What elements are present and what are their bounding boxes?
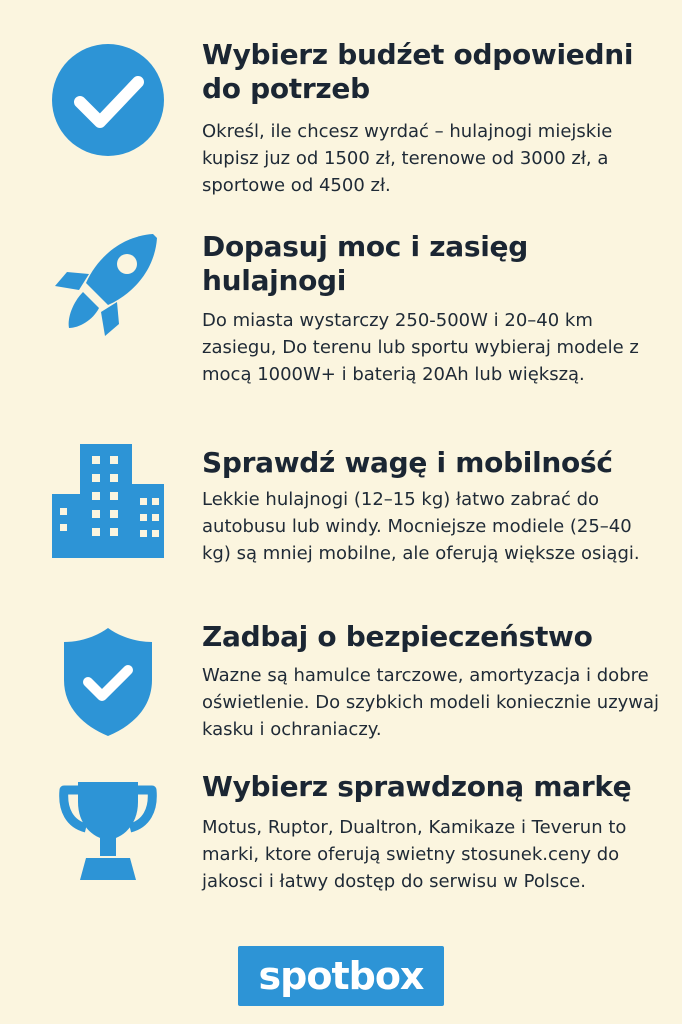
tip-description: Wazne są hamulce tarczowe, amortyzacja i dobre oświetlenie. Do szybkich modeli koniecznie uzywaj kasku i ochraniaczy. [202, 665, 660, 740]
shield-check-icon [50, 626, 166, 738]
spotbox-logo [238, 946, 444, 1006]
tip-description: Motus, Ruptor, Dualtron, Kamikaze i Teverun to marki, ktore oferują swietny stosunek.ceny do jakosci i łatwy dostęp do serwisu w Polsce. [202, 817, 627, 892]
tip-title: Zadbaj o bezpieczeństwo [202, 620, 593, 653]
tip-title: Dopasuj moc i zasięg hulajnogi [202, 230, 528, 297]
tip-description: Lekkie hulajnogi (12–15 kg) łatwo zabrać do autobusu lub windy. Mocniejsze modiele (25–40 kg) są mniej mobilne, ale oferują większe osiągi. [202, 489, 640, 564]
logo-text: spotbox [258, 954, 424, 998]
buildings-icon [50, 444, 166, 558]
tip-title: Wybierz sprawdzoną markę [202, 770, 632, 803]
rocket-icon [50, 228, 166, 338]
tip-title: Sprawdź wagę i mobilność [202, 446, 613, 479]
tip-description: Określ, ile chcesz wyrdać – hulajnogi miejskie kupisz juz od 1500 zł, terenowe od 3000 zł, a sportowe od 4500 zł. [202, 121, 613, 196]
trophy-icon [50, 778, 166, 882]
tip-title: Wybierz budźet odpowiedni do potrzeb [202, 38, 634, 105]
check-circle-icon [50, 42, 166, 158]
tip-description: Do miasta wystarczy 250-500W i 20–40 km zasiegu, Do terenu lub sportu wybieraj modele z mocą 1000W+ i baterią 20Ah lub większą. [202, 310, 639, 385]
